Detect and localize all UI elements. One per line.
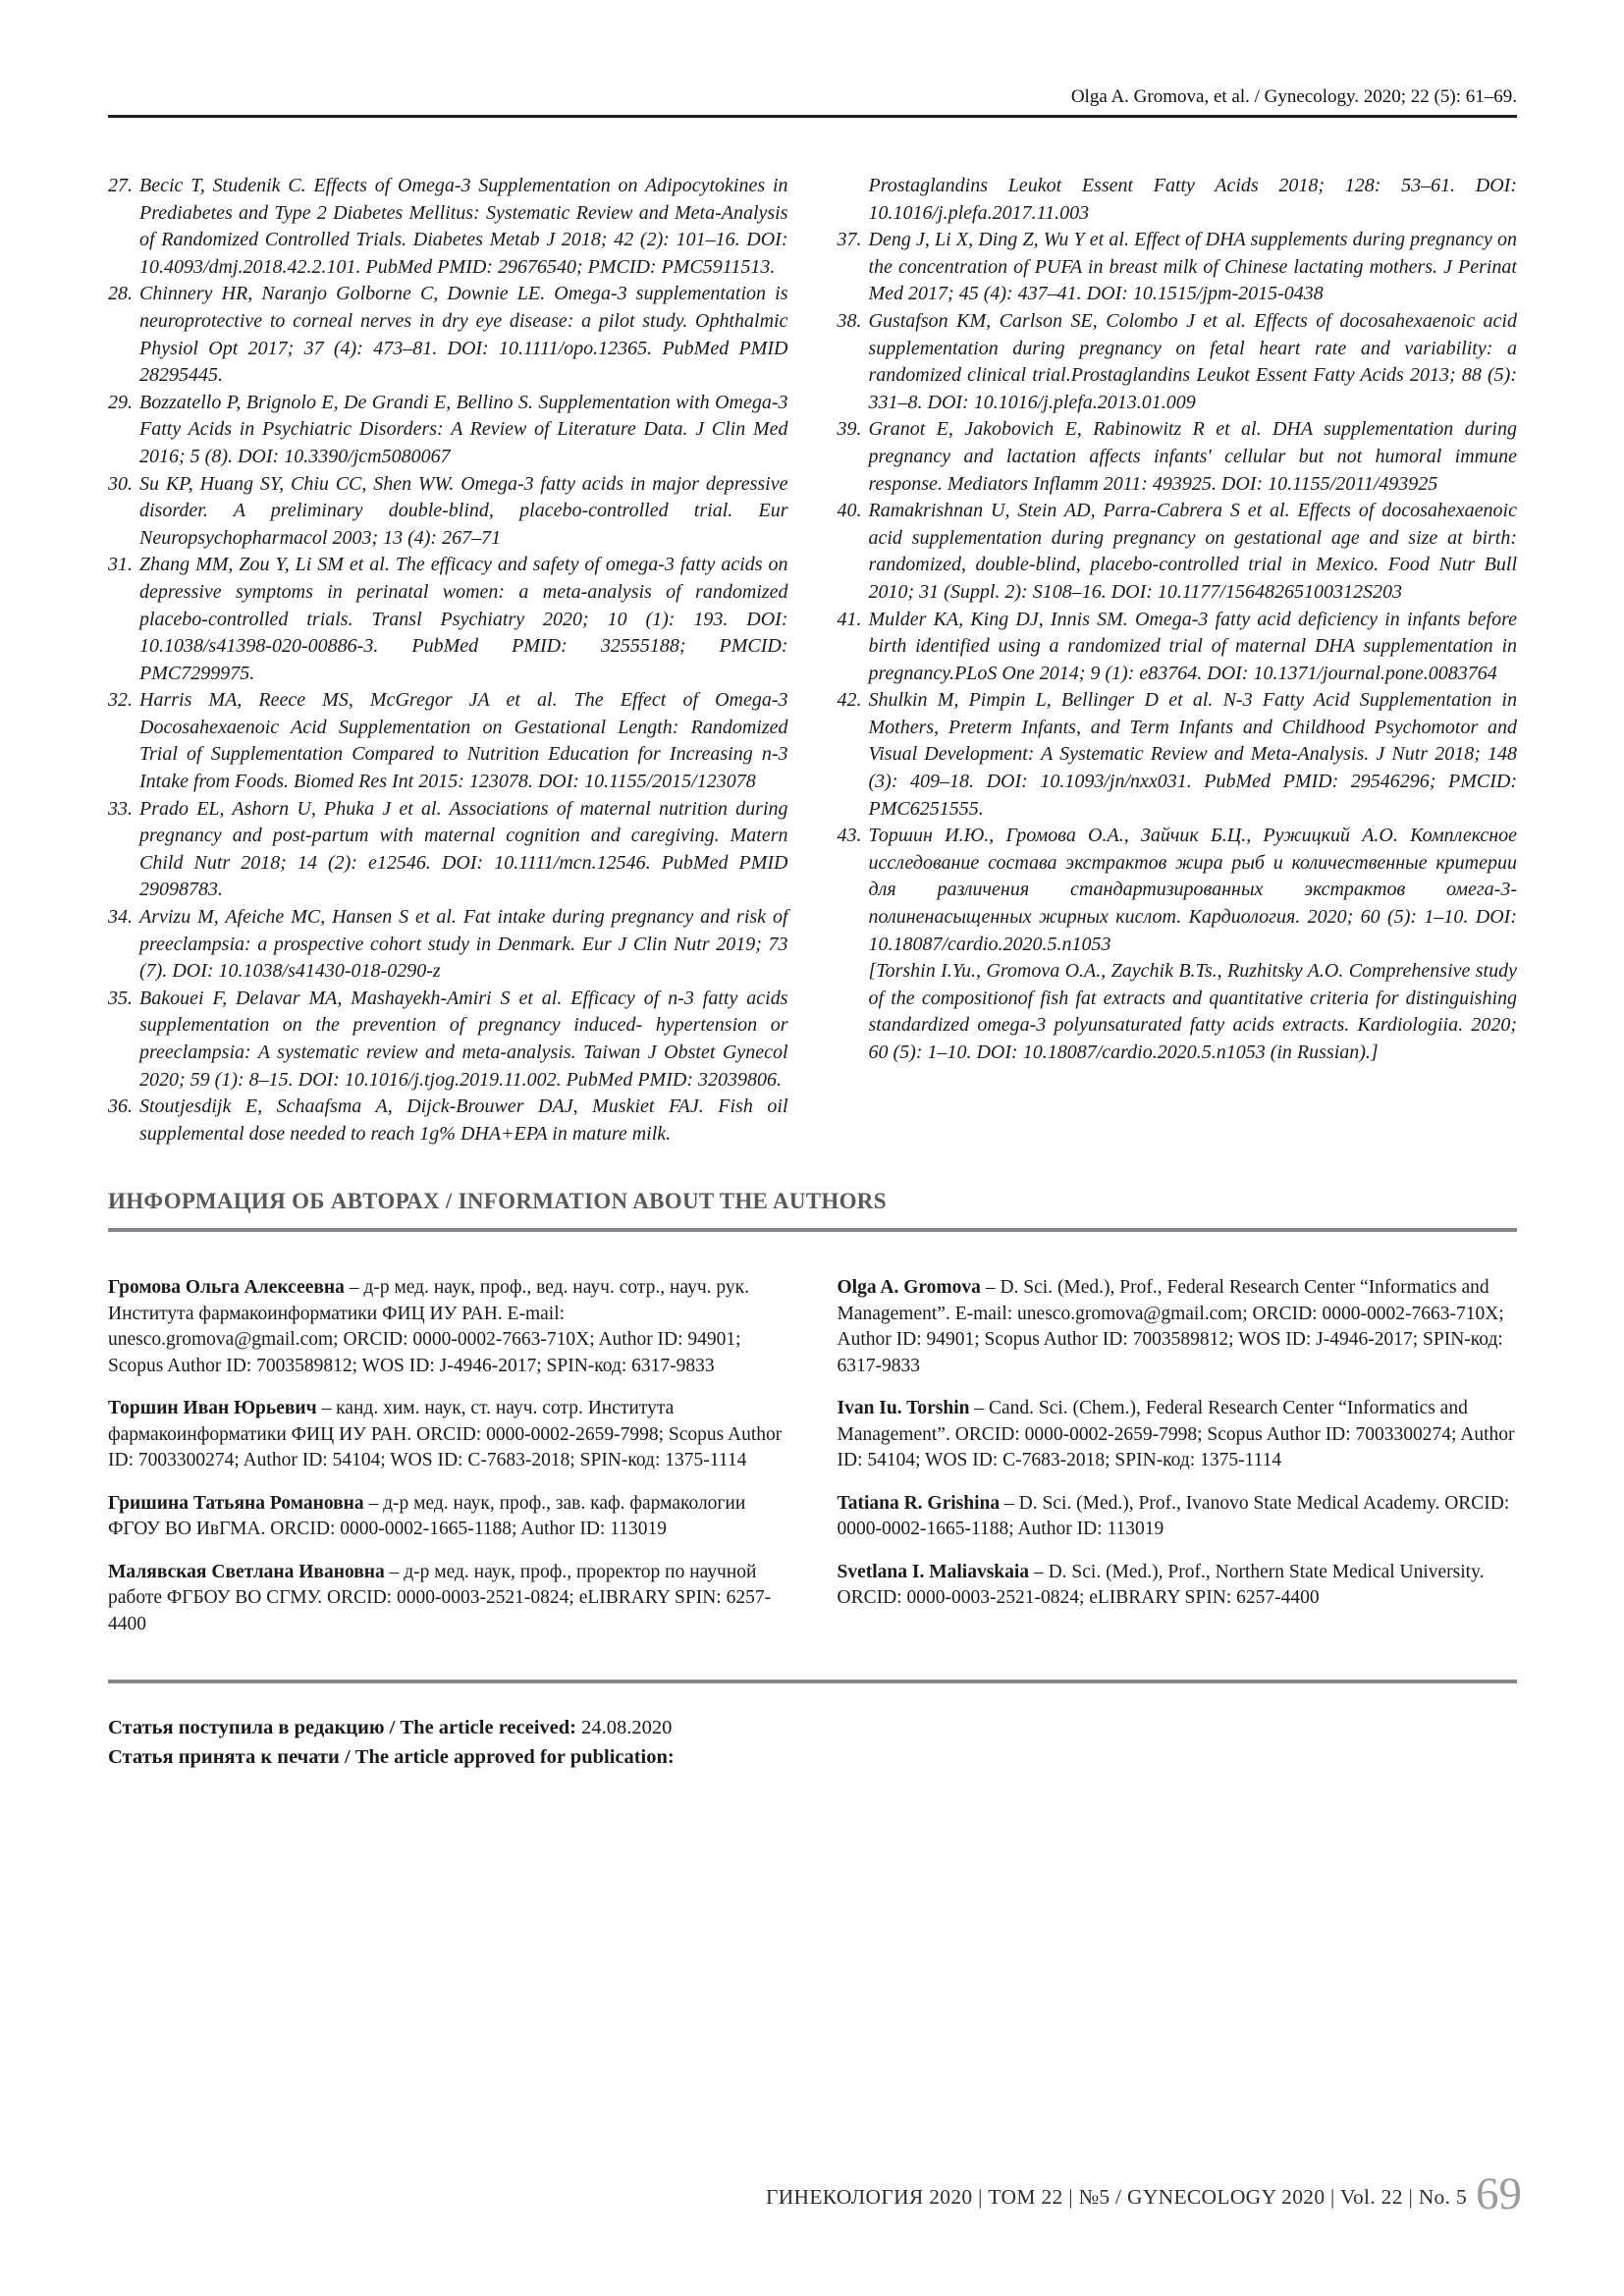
author-entry bbox=[838, 1491, 1518, 1543]
authors-heading-rule bbox=[108, 1228, 1517, 1232]
reference-text: Shulkin M, Pimpin L, Bellinger D et al. N-3 Fatty Acid Supplementation in Mothers, Preterm Infants, and Term Infants and Childhood Psychomotor and Visual Development: A Systematic Review and Meta-Analysis. J Nutr 2018; 148 (3): 409–18. DOI: 10.1093/jn/nxx031. PubMed PMID: 29546296; PMCID: PMC6251555. bbox=[868, 689, 1517, 820]
reference-text: Bozzatello P, Brignolo E, De Grandi E, Bellino S. Supplementation with Omega-3 Fatty Acids in Psychiatric Disorders: A Review of Literature Data. J Clin Med 2016; 5 (8). DOI: 10.3390/jcm5080067 bbox=[139, 391, 788, 467]
reference-number: 37. bbox=[837, 229, 862, 251]
reference-number: 39. bbox=[837, 418, 862, 441]
reference-number: 29. bbox=[108, 391, 133, 413]
author-details: – D. Sci. (Med.), Prof., Federal Research Center “Informatics and Management”. E-mail: unesco.gromova@gmail.com; ORCID: 0000-0002-7663-710X; Author ID: 94901; Scopus Author ID: 7003589812; WOS ID: J-4946-2017; SPIN-код: 6317-9833 bbox=[837, 1277, 1504, 1376]
reference-item-33 bbox=[108, 796, 788, 904]
author-details: – д-р мед. наук, проф., проректор по научной работе ФГБОУ ВО СГМУ. ORCID: 0000-0003-2521-0824; eLIBRARY SPIN: 6257-4400 bbox=[108, 1561, 772, 1634]
reference-number: 41. bbox=[837, 608, 862, 630]
reference-text: Gustafson KM, Carlson SE, Colombo J et al. Effects of docosahexaenoic acid supplementation during pregnancy on fetal heart rate and variability: a randomized clinical trial.Prostaglandins Leukot Essent Fatty Acids 2013; 88 (5): 331–8. DOI: 10.1016/j.plefa.2013.01.009 bbox=[868, 309, 1517, 413]
reference-text: Prado EL, Ashorn U, Phuka J et al. Associations of maternal nutrition during pregnancy and post-partum with maternal cognition and caregiving. Matern Child Nutr 2018; 14 (2): e12546. DOI: 10.1111/mcn.12546. PubMed PMID 29098783. bbox=[139, 797, 788, 901]
author-entry bbox=[108, 1560, 788, 1638]
reference-item-28 bbox=[108, 281, 788, 389]
footer-page-number: 69 bbox=[1476, 2168, 1522, 2219]
reference-text: Bakouei F, Delavar MA, Mashayekh-Amiri S et al. Efficacy of n-3 fatty acids supplementation on the prevention of pregnancy induced- hypertension or preeclampsia: A systematic review and meta-analysis. Taiwan J Obstet Gynecol 2020; 59 (1): 8–15. DOI: 10.1016/j.tjog.2019.11.002. PubMed PMID: 32039806. bbox=[139, 987, 788, 1091]
reference-text: Stoutjesdijk E, Schaafsma A, Dijck-Brouwer DAJ, Muskiet FAJ. Fish oil supplemental dose needed to reach 1g% DHA+EPA in mature milk. bbox=[139, 1095, 788, 1145]
reference-number: 36. bbox=[108, 1095, 133, 1118]
author-details: – D. Sci. (Med.), Prof., Ivanovo State Medical Academy. ORCID: 0000-0002-1665-1188; Author ID: 113019 bbox=[837, 1492, 1510, 1540]
author-name: Ivan Iu. Torshin bbox=[837, 1398, 970, 1419]
page-header-citation: Olga A. Gromova, et al. / Gynecology. 2020; 22 (5): 61–69. bbox=[1070, 86, 1517, 107]
author-entry bbox=[838, 1275, 1518, 1379]
reference-item-36 bbox=[108, 1094, 788, 1148]
reference-text: Arvizu M, Afeiche MC, Hansen S et al. Fat intake during pregnancy and risk of preeclampsia: a prospective cohort study in Denmark. Eur J Clin Nutr 2019; 73 (7). DOI: 10.1038/s41430-018-0290-z bbox=[139, 906, 788, 983]
reference-number: 30. bbox=[108, 472, 133, 495]
reference-number: 40. bbox=[837, 500, 862, 522]
reference-item-39 bbox=[838, 416, 1518, 498]
reference-text: Mulder KA, King DJ, Innis SM. Omega-3 fatty acid deficiency in infants before birth identified using a randomized trial of maternal DHA supplementation in pregnancy.PLoS One 2014; 9 (1): e83764. DOI: 10.1371/journal.pone.0083764 bbox=[868, 608, 1517, 684]
references-section bbox=[108, 173, 1517, 1148]
reference-text: Chinnery HR, Naranjo Golborne C, Downie LE. Omega-3 supplementation is neuroprotective to corneal nerves in dry eye disease: a pilot study. Ophthalmic Physiol Opt 2017; 37 (4): 473–81. DOI: 10.1111/opo.12365. PubMed PMID 28295445. bbox=[139, 283, 788, 387]
reference-number: 33. bbox=[108, 797, 133, 820]
article-dates bbox=[108, 1713, 1517, 1772]
footer-journal-line: ГИНЕКОЛОГИЯ 2020 | ТОМ 22 | №5 / GYNECOLOGY 2020 | Vol. 22 | No. 5 bbox=[765, 2185, 1467, 2209]
author-name: Svetlana I. Maliavskaia bbox=[837, 1561, 1030, 1582]
reference-item-36-continued bbox=[838, 173, 1518, 227]
author-name: Громова Ольга Алексеевна bbox=[108, 1277, 345, 1299]
reference-text: Su KP, Huang SY, Chiu CC, Shen WW. Omega-3 fatty acids in major depressive disorder. A preliminary double-blind, placebo-controlled trial. Eur Neuropsychopharmacol 2003; 13 (4): 267–71 bbox=[139, 472, 788, 549]
author-name: Tatiana R. Grishina bbox=[837, 1492, 1001, 1514]
received-value: 24.08.2020 bbox=[576, 1717, 673, 1739]
author-entry bbox=[838, 1396, 1518, 1474]
author-name: Гришина Татьяна Романовна bbox=[108, 1492, 364, 1514]
authors-column-russian bbox=[108, 1275, 788, 1654]
reference-item-30 bbox=[108, 471, 788, 553]
reference-number: 32. bbox=[108, 689, 133, 712]
reference-number: 34. bbox=[108, 906, 133, 929]
received-label: Статья поступила в редакцию / The article received: bbox=[108, 1717, 576, 1739]
reference-number: 38. bbox=[837, 309, 862, 332]
author-details: – D. Sci. (Med.), Prof., Northern State Medical University. ORCID: 0000-0003-2521-0824; eLIBRARY SPIN: 6257-4400 bbox=[837, 1561, 1485, 1609]
reference-text: Zhang MM, Zou Y, Li SM et al. The efficacy and safety of omega-3 fatty acids on depressive symptoms in perinatal women: a meta-analysis of randomized placebo-controlled trials. Transl Psychiatry 2020; 10 (1): 193. DOI: 10.1038/s41398-020-00886-3. PubMed PMID: 32555188; PMCID: PMC7299975. bbox=[139, 554, 788, 684]
approved-label: Статья принята к печати / The article approved for publication: bbox=[108, 1746, 675, 1769]
reference-number: 42. bbox=[837, 689, 862, 712]
reference-item-38 bbox=[838, 308, 1518, 416]
reference-item-37 bbox=[838, 227, 1518, 308]
references-column-right bbox=[838, 173, 1518, 1148]
author-details: – д-р мед. наук, проф., вед. науч. сотр., науч. рук. Института фармакоинформатики ФИЦ ИУ РАН. E-mail: unesco.gromova@gmail.com; ORCID: 0000-0002-7663-710X; Author ID: 94901; Scopus Author ID: 7003589812; WOS ID: J-4946-2017; SPIN-код: 6317-9833 bbox=[108, 1277, 749, 1376]
authors-info bbox=[108, 1275, 1517, 1654]
reference-item-29 bbox=[108, 390, 788, 471]
authors-column-english bbox=[838, 1275, 1518, 1654]
page-footer bbox=[765, 2168, 1522, 2219]
reference-text: Торшин И.Ю., Громова О.А., Зайчик Б.Ц., Ружицкий А.О. Комплексное исследование состава экстрактов жира рыб и количественные критерии для различения стандартизированных экстрактов омега-3-полиненасыщенных жирных кислот. Кардиология. 2020; 60 (5): 1–10. DOI: 10.18087/cardio.2020.5.n1053 bbox=[868, 825, 1517, 955]
author-name: Малявская Светлана Ивановна bbox=[108, 1561, 385, 1582]
reference-item-43 bbox=[838, 823, 1518, 958]
reference-item-43-translation bbox=[838, 958, 1518, 1066]
author-entry bbox=[108, 1396, 788, 1474]
reference-text: Harris MA, Reece MS, McGregor JA et al. The Effect of Omega-3 Docosahexaenoic Acid Supplementation on Gestational Length: Randomized Trial of Supplementation Compared to Nutrition Education for Increasing n-3 Intake from Foods. Biomed Res Int 2015: 123078. DOI: 10.1155/2015/123078 bbox=[139, 689, 788, 793]
reference-text: Ramakrishnan U, Stein AD, Parra-Cabrera S et al. Effects of docosahexaenoic acid supplementation during pregnancy on gestational age and size at birth: randomized, double-blind, placebo-controlled trial in Mexico. Food Nutr Bull 2010; 31 (Suppl. 2): S108–16. DOI: 10.1177/15648265100312S203 bbox=[868, 500, 1517, 603]
reference-item-42 bbox=[838, 687, 1518, 823]
dates-divider-rule bbox=[108, 1680, 1517, 1683]
author-entry bbox=[838, 1560, 1518, 1612]
reference-number: 35. bbox=[108, 987, 133, 1009]
author-details: – Cand. Sci. (Chem.), Federal Research Center “Informatics and Management”. ORCID: 0000-0002-2659-7998; Scopus Author ID: 7003300274; Author ID: 54104; WOS ID: C-7683-2018; SPIN-код: 1375-1114 bbox=[837, 1398, 1515, 1471]
reference-item-31 bbox=[108, 552, 788, 687]
received-line bbox=[108, 1713, 1517, 1742]
reference-item-35 bbox=[108, 986, 788, 1094]
author-entry bbox=[108, 1491, 788, 1543]
reference-item-41 bbox=[838, 607, 1518, 688]
reference-number: 43. bbox=[837, 825, 862, 847]
references-column-left bbox=[108, 173, 788, 1148]
reference-text: [Torshin I.Yu., Gromova O.A., Zaychik B.Ts., Ruzhitsky A.O. Comprehensive study of the compositionof fish fat extracts and quantitative criteria for distinguishing standardized omega-3 polyunsaturated fatty acids extracts. Kardiologiia. 2020; 60 (5): 1–10. DOI: 10.18087/cardio.2020.5.n1053 (in Russian).] bbox=[868, 960, 1517, 1063]
author-name: Olga A. Gromova bbox=[837, 1277, 981, 1299]
reference-number: 28. bbox=[108, 283, 133, 305]
header-rule bbox=[108, 115, 1517, 118]
authors-section-heading: ИНФОРМАЦИЯ ОБ АВТОРАХ / INFORMATION ABOUT THE AUTHORS bbox=[108, 1189, 887, 1214]
approved-line bbox=[108, 1742, 1517, 1772]
reference-number: 31. bbox=[108, 554, 133, 576]
author-entry bbox=[108, 1275, 788, 1379]
reference-item-27 bbox=[108, 173, 788, 281]
reference-text: Becic T, Studenik C. Effects of Omega-3 Supplementation on Adipocytokines in Prediabetes and Type 2 Diabetes Mellitus: Systematic Review and Meta-Analysis of Randomized Controlled Trials. Diabetes Metab J 2018; 42 (2): 101–16. DOI: 10.4093/dmj.2018.42.2.101. PubMed PMID: 29676540; PMCID: PMC5911513. bbox=[139, 175, 788, 278]
reference-number: 27. bbox=[108, 175, 133, 196]
reference-text: Granot E, Jakobovich E, Rabinowitz R et al. DHA supplementation during pregnancy and lactation affects infants' cellular but not humoral immune response. Mediators Inflamm 2011: 493925. DOI: 10.1155/2011/493925 bbox=[868, 418, 1517, 495]
author-name: Торшин Иван Юрьевич bbox=[108, 1398, 317, 1419]
reference-item-34 bbox=[108, 904, 788, 986]
reference-item-32 bbox=[108, 687, 788, 795]
author-details: – д-р мед. наук, проф., зав. каф. фармакологии ФГОУ ВО ИвГМА. ORCID: 0000-0002-1665-1188; Author ID: 113019 bbox=[108, 1492, 746, 1540]
reference-text: Prostaglandins Leukot Essent Fatty Acids 2018; 128: 53–61. DOI: 10.1016/j.plefa.2017.11.003 bbox=[868, 175, 1517, 224]
author-details: – канд. хим. наук, ст. науч. сотр. Института фармакоинформатики ФИЦ ИУ РАН. ORCID: 0000-0002-2659-7998; Scopus Author ID: 7003300274; Author ID: 54104; WOS ID: C-7683-2018; SPIN-код: 1375-1114 bbox=[108, 1398, 783, 1471]
reference-item-40 bbox=[838, 498, 1518, 606]
reference-text: Deng J, Li X, Ding Z, Wu Y et al. Effect of DHA supplements during pregnancy on the concentration of PUFA in breast milk of Chinese lactating mothers. J Perinat Med 2017; 45 (4): 437–41. DOI: 10.1515/jpm-2015-0438 bbox=[868, 229, 1517, 305]
